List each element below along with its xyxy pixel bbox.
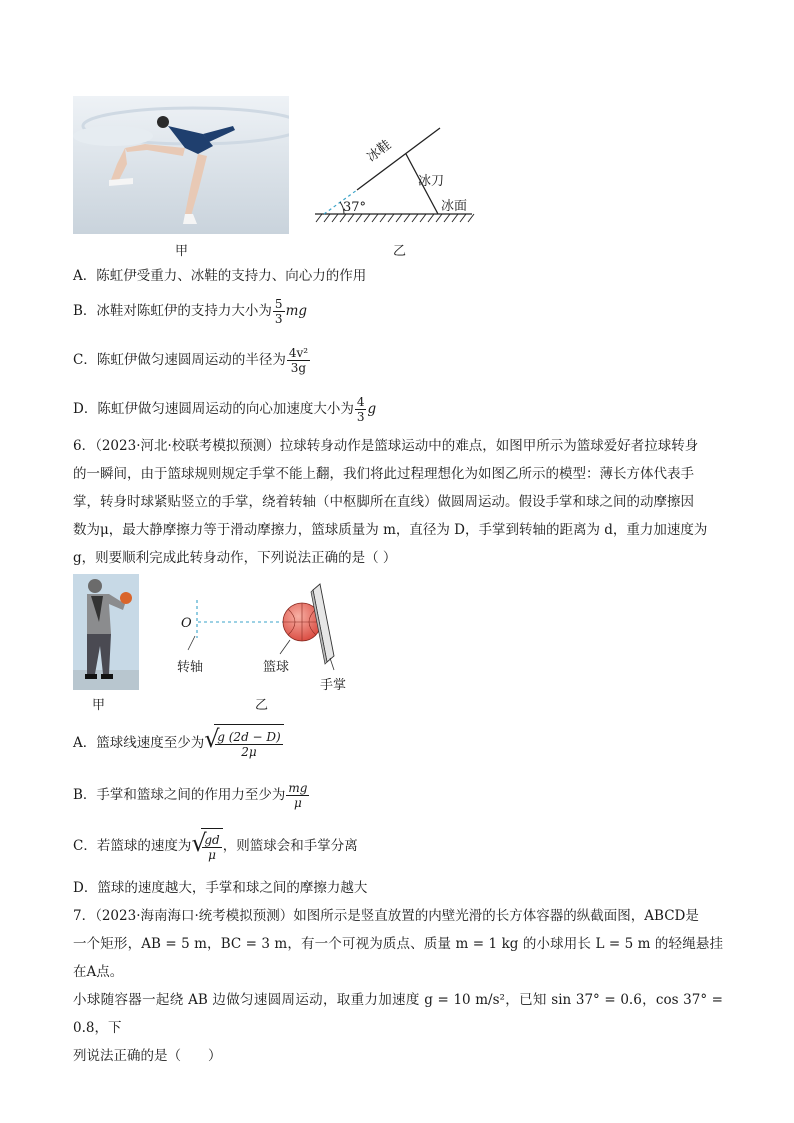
figure-label-jia-q6: 甲 <box>92 698 106 713</box>
figure-label-jia: 甲 <box>175 244 189 259</box>
q5-option-d-text: D．陈虹伊做匀速圆周运动的向心加速度大小为 <box>73 401 354 417</box>
q5-option-b <box>73 296 307 326</box>
q7-line-4: 列说法正确的是（ ） <box>73 1048 222 1064</box>
label-ice-shoe: 冰鞋 <box>364 137 395 166</box>
q7-line-3: 小球随容器一起绕 AB 边做匀速圆周运动，取重力加速度 g = 10 m/s²，已知 sin 37° = 0.6，cos 37° = 0.8，下 <box>73 992 723 1036</box>
q7-line-2: 一个矩形，AB = 5 m，BC = 3 m，有一个可视为质点、质量 m = 1 kg 的小球用长 L = 5 m 的轻绳悬挂在A点。 <box>73 936 723 980</box>
q5-option-c-text: C．陈虹伊做匀速圆周运动的半径为 <box>73 352 286 368</box>
q6-option-c-text: C．若篮球的速度为 <box>73 838 192 854</box>
numerator: 4 <box>356 395 365 409</box>
denominator: μ <box>294 796 302 810</box>
q6-option-a <box>73 724 284 763</box>
denominator: 3 <box>356 410 365 424</box>
q6-option-c-tail: ，则篮球会和手掌分离 <box>222 838 358 854</box>
q5-option-c <box>73 344 311 376</box>
fraction <box>287 346 310 375</box>
q6-line-2: 的一瞬间，由于篮球规则规定手掌不能上翻，我们将此过程理想化为如图乙所示的模型：薄长方体代表手 <box>73 466 694 482</box>
q6-stem <box>73 432 723 572</box>
denominator: 3g <box>290 361 307 375</box>
q5-option-b-text: B．冰鞋对陈虹伊的支持力大小为 <box>73 303 272 319</box>
q5-option-d <box>73 394 376 424</box>
q5-option-b-tail: mg <box>285 303 308 319</box>
fraction <box>215 730 282 759</box>
label-angle-37: 37° <box>343 200 367 215</box>
numerator: mg <box>288 781 308 795</box>
label-blade: 冰刀 <box>418 174 445 189</box>
denominator: 3 <box>274 312 283 326</box>
fraction <box>273 297 285 326</box>
label-palm: 手掌 <box>320 678 347 693</box>
q6-option-c <box>73 828 358 865</box>
q5-option-d-tail: g <box>367 401 377 417</box>
basketball-player-photo <box>73 574 139 690</box>
q6-option-b <box>73 778 310 812</box>
q6-line-4: 数为μ，最大静摩擦力等于滑动摩擦力，篮球质量为 m，直径为 D，手掌到转轴的距离为 d，重力加速度为 <box>73 522 708 538</box>
numerator: g (2d − D) <box>217 730 281 744</box>
denominator: 2μ <box>241 745 257 759</box>
fraction <box>286 781 309 810</box>
q6-line-1: 6．（2023·河北·校联考模拟预测）拉球转身动作是篮球运动中的难点，如图甲所示为篮球爱好者拉球转身 <box>73 438 699 454</box>
q7-stem <box>73 902 723 1070</box>
numerator: 5 <box>274 297 283 311</box>
square-root: √ $\frac{g (2d - D)}{2\mu}$ <box>204 724 283 763</box>
q6-option-a-text: A．篮球线速度至少为 <box>73 735 205 751</box>
label-basketball: 篮球 <box>263 660 290 675</box>
numerator: gd <box>204 833 220 847</box>
label-axis: 转轴 <box>177 660 204 675</box>
figure-label-yi: 乙 <box>393 244 407 259</box>
figure-label-yi-q6: 乙 <box>255 698 269 713</box>
label-origin-o: O <box>181 616 192 631</box>
square-root: √ $\frac{gd}{\mu}$ <box>191 828 222 865</box>
q7-line-1: 7．（2023·海南海口·统考模拟预测）如图所示是竖直放置的内壁光滑的长方体容器的纵截面图，ABCD是 <box>73 908 699 924</box>
label-ice-surface: 冰面 <box>441 199 468 214</box>
numerator: 4v² <box>288 346 309 360</box>
fraction <box>355 395 367 424</box>
q6-option-d: D．篮球的速度越大，手掌和球之间的摩擦力越大 <box>73 880 368 896</box>
q5-option-a: A．陈虹伊受重力、冰鞋的支持力、向心力的作用 <box>73 268 367 284</box>
q6-option-b-text: B．手掌和篮球之间的作用力至少为 <box>73 787 286 803</box>
denominator: μ <box>208 848 216 862</box>
q6-line-5: g，则要顺利完成此转身动作，下列说法正确的是（ ） <box>73 550 397 566</box>
q6-line-3: 掌，转身时球紧贴竖立的手掌，绕着转轴（中枢脚所在直线）做圆周运动。假设手掌和球之间的动摩擦因 <box>73 494 694 510</box>
skater-photo <box>73 96 289 234</box>
